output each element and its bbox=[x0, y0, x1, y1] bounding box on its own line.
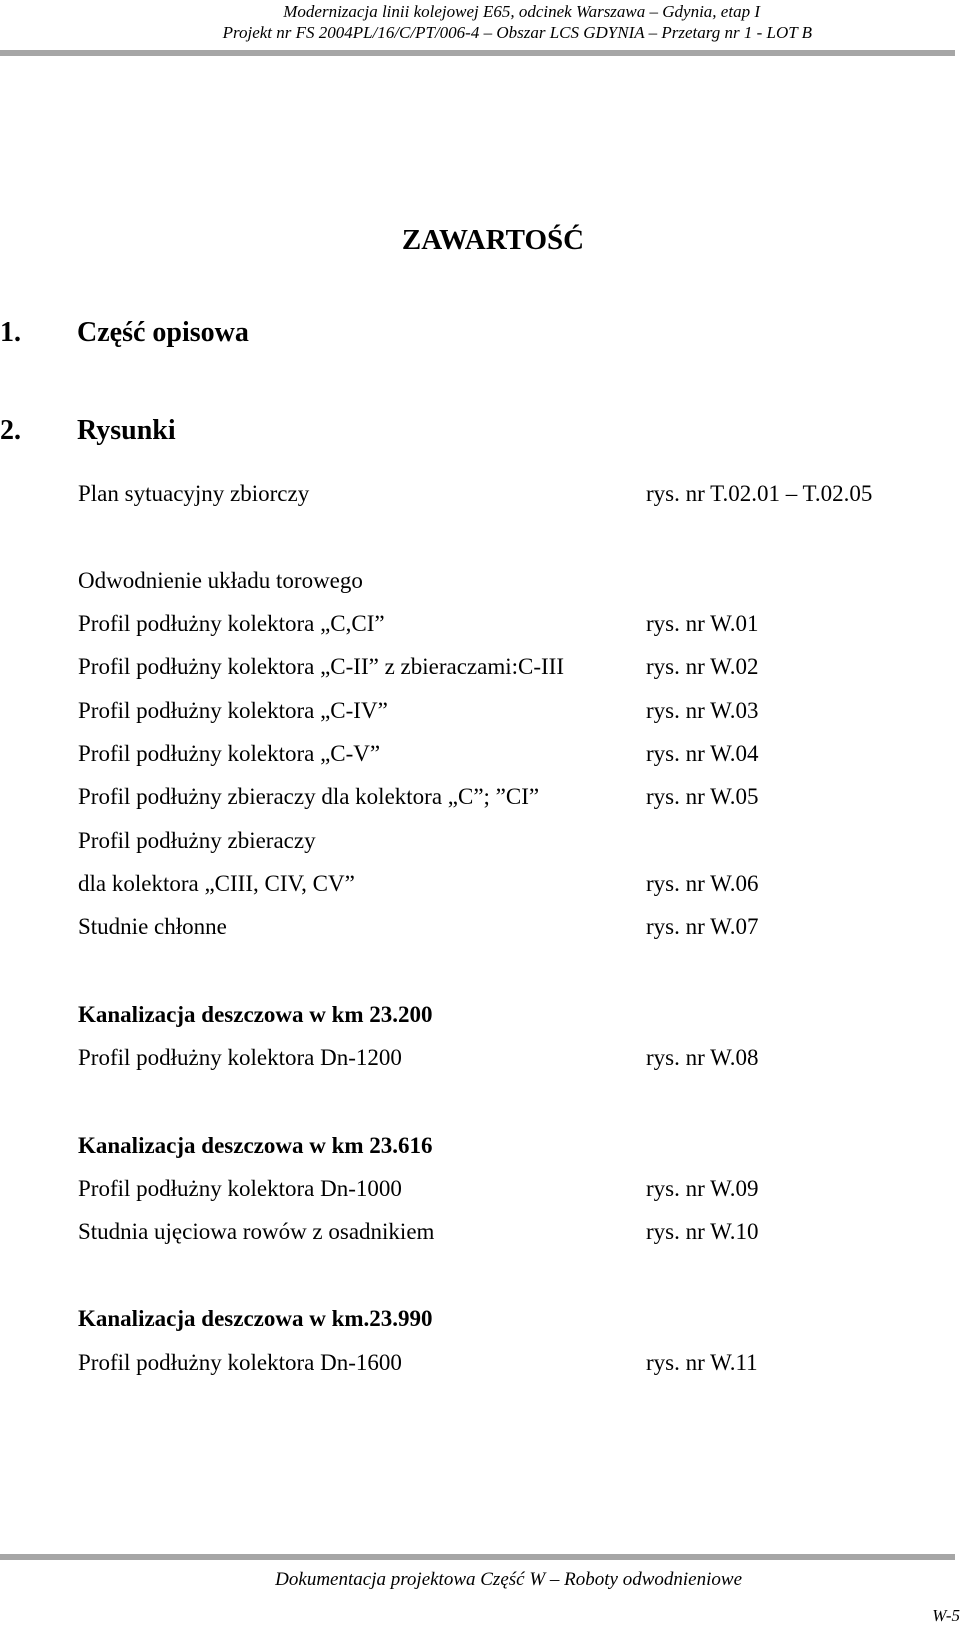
drawing-ref: rys. nr W.04 bbox=[646, 741, 759, 766]
list-item bbox=[78, 479, 938, 509]
list-item bbox=[78, 1348, 938, 1378]
list-item bbox=[78, 696, 938, 726]
item-label: Kanalizacja deszczowa w km 23.616 bbox=[78, 1133, 433, 1158]
drawing-ref: rys. nr W.07 bbox=[646, 914, 759, 939]
drawing-ref: rys. nr W.08 bbox=[646, 1045, 759, 1070]
subsection-heading bbox=[78, 1131, 938, 1161]
footer-text: Dokumentacja projektowa Część W – Roboty odwodnieniowe bbox=[275, 1569, 742, 1590]
footer-rule bbox=[0, 1554, 955, 1560]
section-title: Część opisowa bbox=[77, 317, 249, 348]
list-item bbox=[78, 912, 938, 942]
header-rule bbox=[0, 50, 955, 56]
list-item bbox=[78, 1217, 938, 1247]
drawing-ref: rys. nr W.03 bbox=[646, 698, 759, 723]
header-contract-line: Projekt nr FS 2004PL/16/C/PT/006-4 – Obszar LCS GDYNIA – Przetarg nr 1 - LOT B bbox=[222, 23, 812, 42]
page-number: W-5 bbox=[932, 1606, 960, 1625]
list-item bbox=[78, 1174, 938, 1204]
subsection-heading bbox=[78, 566, 938, 596]
drawing-ref: rys. nr T.02.01 – T.02.05 bbox=[646, 481, 873, 506]
item-label: Profil podłużny kolektora Dn-1600 bbox=[78, 1350, 402, 1375]
item-label: Profil podłużny kolektora Dn-1200 bbox=[78, 1045, 402, 1070]
drawing-ref: rys. nr W.06 bbox=[646, 871, 759, 896]
list-item bbox=[78, 652, 938, 682]
drawing-ref: rys. nr W.05 bbox=[646, 784, 759, 809]
item-label: Profil podłużny kolektora „C-II” z zbieraczami:C-III bbox=[78, 654, 564, 679]
item-label: Profil podłużny kolektora „C,CI” bbox=[78, 611, 385, 636]
item-label: Profil podłużny kolektora „C-V” bbox=[78, 741, 381, 766]
drawing-ref: rys. nr W.11 bbox=[646, 1350, 758, 1375]
drawing-ref: rys. nr W.10 bbox=[646, 1219, 759, 1244]
item-label: Profil podłużny kolektora „C-IV” bbox=[78, 698, 388, 723]
list-item bbox=[78, 869, 938, 899]
item-label: Kanalizacja deszczowa w km 23.200 bbox=[78, 1002, 433, 1027]
list-item bbox=[78, 782, 938, 812]
item-label: Plan sytuacyjny zbiorczy bbox=[78, 481, 310, 506]
list-item bbox=[78, 1043, 938, 1073]
item-label: dla kolektora „CIII, CIV, CV” bbox=[78, 871, 355, 896]
drawing-ref: rys. nr W.01 bbox=[646, 611, 759, 636]
item-label: Profil podłużny zbieraczy bbox=[78, 828, 316, 853]
drawing-ref: rys. nr W.02 bbox=[646, 654, 759, 679]
subsection-heading bbox=[78, 1304, 938, 1334]
header-project-line: Modernizacja linii kolejowej E65, odcinek Warszawa – Gdynia, etap I bbox=[283, 2, 760, 21]
drawing-ref: rys. nr W.09 bbox=[646, 1176, 759, 1201]
list-item bbox=[78, 826, 938, 856]
item-label: Profil podłużny kolektora Dn-1000 bbox=[78, 1176, 402, 1201]
item-label: Profil podłużny zbieraczy dla kolektora „C”; ”CI” bbox=[78, 784, 540, 809]
list-item bbox=[78, 609, 938, 639]
item-label: Odwodnienie układu torowego bbox=[78, 568, 363, 593]
section-title: Rysunki bbox=[77, 415, 176, 446]
subsection-heading bbox=[78, 1000, 938, 1030]
item-label: Kanalizacja deszczowa w km.23.990 bbox=[78, 1306, 433, 1331]
section-number: 2. bbox=[0, 415, 21, 446]
section-number: 1. bbox=[0, 317, 21, 348]
item-label: Studnie chłonne bbox=[78, 914, 227, 939]
document-title: ZAWARTOŚĆ bbox=[401, 224, 585, 256]
item-label: Studnia ujęciowa rowów z osadnikiem bbox=[78, 1219, 435, 1244]
list-item bbox=[78, 739, 938, 769]
